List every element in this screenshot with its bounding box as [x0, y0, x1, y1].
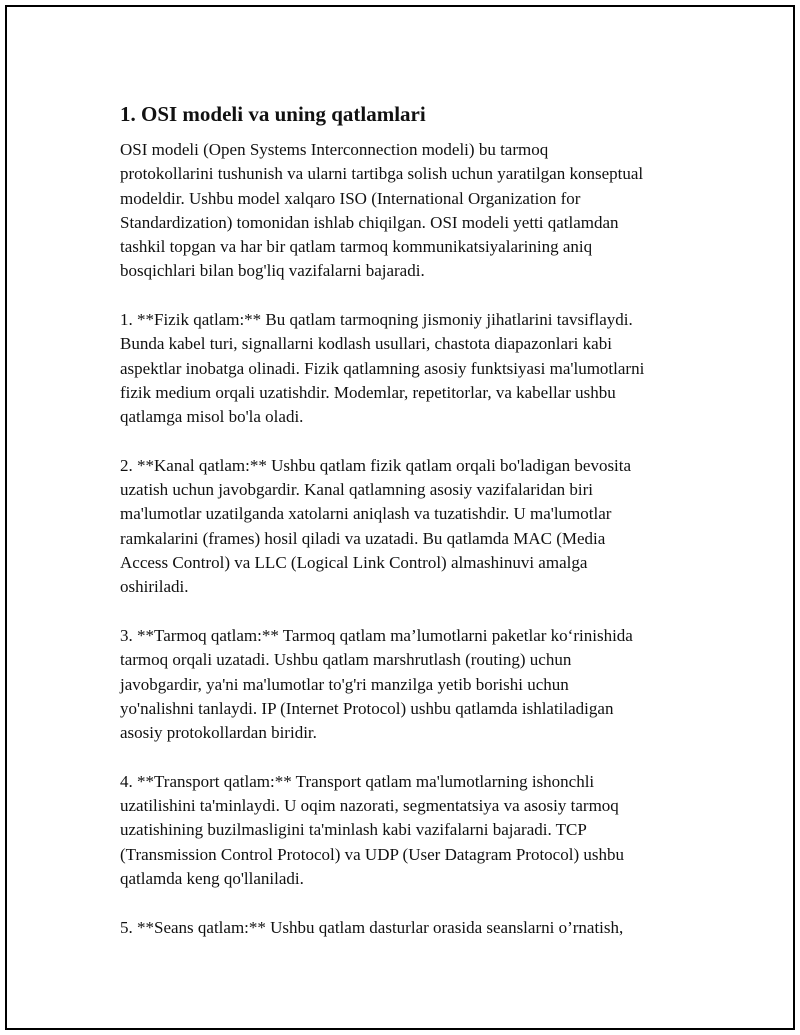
- text-line: Bunda kabel turi, signallarni kodlash usullari, chastota diapazonlari kabi: [120, 334, 612, 354]
- text-line: bosqichlari bilan bog'liq vazifalarni bajaradi.: [120, 261, 425, 281]
- network-layer-paragraph: [120, 624, 700, 745]
- text-line: ramkalarini (frames) hosil qiladi va uzatadi. Bu qatlamda MAC (Media: [120, 528, 606, 548]
- text-line: 5. **Seans qatlam:** Ushbu qatlam dasturlar orasida seanslarni o’rnatish,: [120, 917, 624, 937]
- text-line: javobgardir, ya'ni ma'lumotlar to'g'ri manzilga yetib borishi uchun: [120, 674, 569, 694]
- physical-layer-paragraph: [120, 308, 700, 429]
- text-line: (Transmission Control Protocol) va UDP (User Datagram Protocol) ushbu: [120, 844, 624, 864]
- text-line: 1. **Fizik qatlam:** Bu qatlam tarmoqning jismoniy jihatlarini tavsiflaydi.: [120, 310, 633, 330]
- text-line: 4. **Transport qatlam:** Transport qatlam ma'lumotlarning ishonchli: [120, 771, 595, 791]
- text-line: uzatishining buzilmasligini ta'minlash kabi vazifalarni bajaradi. TCP: [120, 820, 587, 840]
- text-line: yo'nalishni tanlaydi. IP (Internet Protocol) ushbu qatlamda ishlatiladigan: [120, 698, 614, 718]
- text-line: uzatish uchun javobgardir. Kanal qatlamning asosiy vazifalaridan biri: [120, 480, 594, 500]
- text-line: Access Control) va LLC (Logical Link Control) almashinuvi amalga: [120, 553, 588, 573]
- transport-layer-paragraph: [120, 770, 700, 891]
- text-line: aspektlar inobatga olinadi. Fizik qatlamning asosiy funktsiyasi ma'lumotlarni: [120, 358, 645, 378]
- text-line: asosiy protokollardan biridir.: [120, 723, 317, 743]
- document-body: [120, 100, 700, 964]
- page-frame: [5, 5, 795, 1030]
- data-link-layer-paragraph: [120, 454, 700, 600]
- text-line: OSI modeli (Open Systems Interconnection modeli) bu tarmoq: [120, 140, 549, 159]
- text-line: 3. **Tarmoq qatlam:** Tarmoq qatlam ma’lumotlarni paketlar ko‘rinishida: [120, 625, 633, 645]
- text-line: uzatilishini ta'minlaydi. U oqim nazorati, segmentatsiya va asosiy tarmoq: [120, 796, 619, 816]
- text-line: ma'lumotlar uzatilganda xatolarni aniqlash va tuzatishdir. U ma'lumotlar: [120, 504, 612, 524]
- text-line: qatlamda keng qo'llaniladi.: [120, 868, 304, 888]
- intro-paragraph: [120, 138, 700, 284]
- text-line: fizik medium orqali uzatishdir. Modemlar, repetitorlar, va kabellar ushbu: [120, 382, 616, 402]
- session-layer-paragraph: [120, 916, 700, 940]
- text-line: tashkil topgan va har bir qatlam tarmoq kommunikatsiyalarining aniq: [120, 237, 593, 257]
- section-heading: 1. OSI modeli va uning qatlamlari: [120, 102, 426, 126]
- text-line: Standardization) tomonidan ishlab chiqilgan. OSI modeli yetti qatlamdan: [120, 212, 619, 232]
- text-line: oshiriladi.: [120, 577, 189, 597]
- text-line: modeldir. Ushbu model xalqaro ISO (International Organization for: [120, 188, 581, 208]
- text-line: protokollarini tushunish va ularni tartibga solish uchun yaratilgan konseptual: [120, 164, 644, 184]
- text-line: tarmoq orqali uzatadi. Ushbu qatlam marshrutlash (routing) uchun: [120, 650, 572, 670]
- text-line: qatlamga misol bo'la oladi.: [120, 407, 304, 427]
- text-line: 2. **Kanal qatlam:** Ushbu qatlam fizik qatlam orqali bo'ladigan bevosita: [120, 455, 632, 475]
